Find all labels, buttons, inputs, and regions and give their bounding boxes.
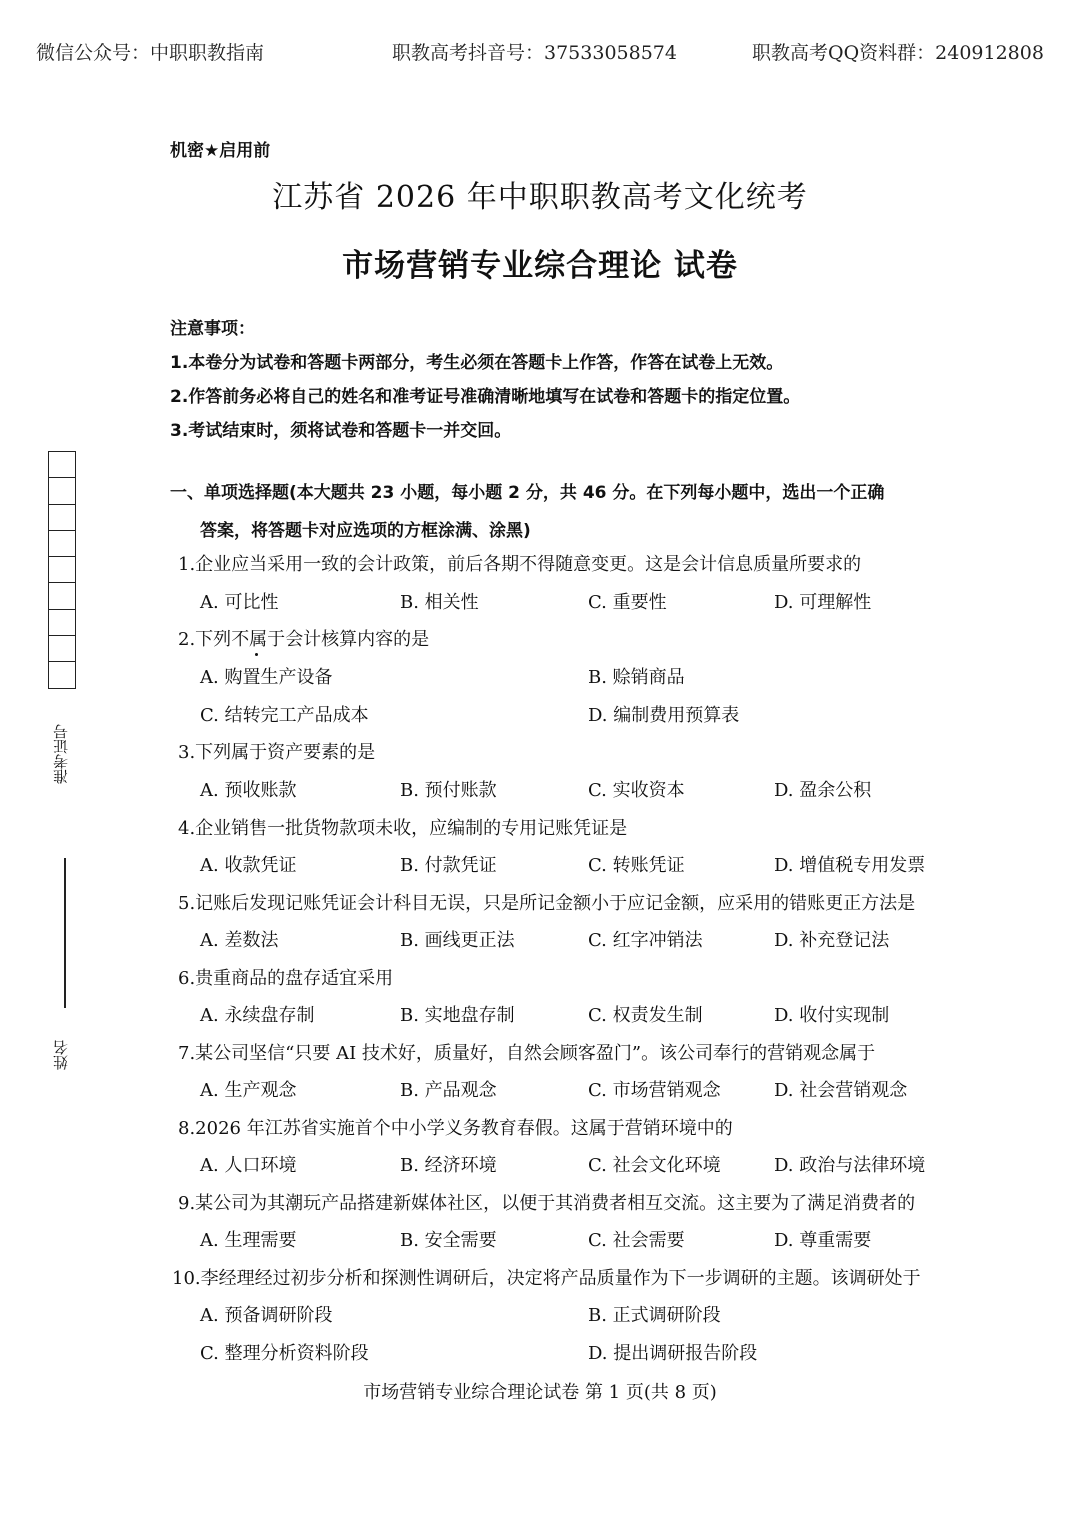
question-stem: 6.贵重商品的盘存适宜采用 bbox=[178, 968, 394, 989]
header-douyin: 职教高考抖音号：37533058574 bbox=[392, 42, 677, 64]
paper-title: 市场营销专业综合理论 试卷 bbox=[342, 248, 738, 284]
note-item: 2.作答前务必将自己的姓名和准考证号准确清晰地填写在试卷和答题卡的指定位置。 bbox=[170, 387, 801, 407]
option-a: A. 预收账款 bbox=[200, 780, 297, 801]
emphasis-dotted bbox=[231, 625, 285, 655]
name-label: 姓名 bbox=[52, 1040, 70, 1070]
option-a: A. 人口环境 bbox=[200, 1155, 297, 1176]
section-heading-line1: 一、单项选择题(本大题共 23 小题，每小题 2 分，共 46 分。在下列每小题中，选出一个正确 bbox=[170, 483, 885, 503]
exam-id-box bbox=[49, 452, 75, 478]
option-a: A. 购置生产设备 bbox=[200, 667, 333, 688]
option-d: D. 可理解性 bbox=[774, 592, 872, 613]
section-heading-line2: 答案，将答题卡对应选项的方框涂满、涂黑) bbox=[200, 521, 531, 541]
exam-title: 江苏省 2026 年中职职教高考文化统考 bbox=[272, 180, 808, 215]
exam-id-box bbox=[49, 610, 75, 636]
option-c: C. 重要性 bbox=[588, 592, 667, 613]
note-item: 3.考试结束时，须将试卷和答题卡一并交回。 bbox=[170, 421, 512, 441]
option-b: B. 相关性 bbox=[400, 592, 479, 613]
question-stem: 8.2026 年江苏省实施首个中小学义务教育春假。这属于营销环境中的 bbox=[178, 1118, 733, 1139]
option-d: D. 政治与法律环境 bbox=[774, 1155, 926, 1176]
option-a: A. 永续盘存制 bbox=[200, 1005, 315, 1026]
name-underline bbox=[64, 858, 66, 1008]
exam-id-box bbox=[49, 531, 75, 557]
exam-id-box bbox=[49, 557, 75, 583]
exam-id-box bbox=[49, 662, 75, 688]
option-c: C. 市场营销观念 bbox=[588, 1080, 721, 1101]
option-b: B. 付款凭证 bbox=[400, 855, 497, 876]
note-item: 1.本卷分为试卷和答题卡两部分，考生必须在答题卡上作答，作答在试卷上无效。 bbox=[170, 353, 784, 373]
option-d: D. 盈余公积 bbox=[774, 780, 872, 801]
exam-id-label: 准考证号 bbox=[52, 724, 70, 784]
question-stem: 5.记账后发现记账凭证会计科目无误，只是所记金额小于应记金额，应采用的错账更正方法是 bbox=[178, 893, 916, 914]
question-stem bbox=[178, 625, 429, 655]
option-b: B. 画线更正法 bbox=[400, 930, 515, 951]
stem-post: 会计核算内容的是 bbox=[285, 629, 430, 650]
option-b: B. 实地盘存制 bbox=[400, 1005, 515, 1026]
notes-heading: 注意事项： bbox=[170, 319, 255, 339]
option-c: C. 社会文化环境 bbox=[588, 1155, 721, 1176]
secret-label: 机密★启用前 bbox=[170, 141, 271, 161]
option-c: C. 转账凭证 bbox=[588, 855, 685, 876]
option-b: B. 经济环境 bbox=[400, 1155, 497, 1176]
option-c: C. 红字冲销法 bbox=[588, 930, 703, 951]
option-c: C. 结转完工产品成本 bbox=[200, 705, 369, 726]
option-c: C. 权责发生制 bbox=[588, 1005, 703, 1026]
option-b: B. 安全需要 bbox=[400, 1230, 497, 1251]
option-d: D. 编制费用预算表 bbox=[588, 705, 740, 726]
header-qq: 职教高考QQ资料群：240912808 bbox=[752, 42, 1044, 64]
exam-id-box bbox=[49, 505, 75, 531]
option-b: B. 预付账款 bbox=[400, 780, 497, 801]
option-d: D. 收付实现制 bbox=[774, 1005, 890, 1026]
option-d: D. 补充登记法 bbox=[774, 930, 890, 951]
section-heading bbox=[170, 474, 1020, 550]
option-b: B. 产品观念 bbox=[400, 1080, 497, 1101]
option-c: C. 整理分析资料阶段 bbox=[200, 1343, 369, 1364]
option-a: A. 预备调研阶段 bbox=[200, 1305, 333, 1326]
option-a: A. 可比性 bbox=[200, 592, 279, 613]
exam-id-boxes bbox=[48, 451, 76, 689]
stem-emphasis: 不属于 bbox=[231, 629, 286, 650]
option-d: D. 尊重需要 bbox=[774, 1230, 872, 1251]
exam-id-box bbox=[49, 636, 75, 662]
question-stem: 1.企业应当采用一致的会计政策，前后各期不得随意变更。这是会计信息质量所要求的 bbox=[178, 554, 862, 575]
question-stem: 10.李经理经过初步分析和探测性调研后，决定将产品质量作为下一步调研的主题。该调研处于 bbox=[172, 1268, 921, 1289]
notes-block bbox=[170, 312, 800, 448]
option-b: B. 赊销商品 bbox=[588, 667, 685, 688]
page-footer: 市场营销专业综合理论试卷 第 1 页(共 8 页) bbox=[363, 1382, 717, 1403]
option-d: D. 增值税专用发票 bbox=[774, 855, 926, 876]
exam-id-box bbox=[49, 478, 75, 504]
option-c: C. 社会需要 bbox=[588, 1230, 685, 1251]
question-stem: 4.企业销售一批货物款项未收，应编制的专用记账凭证是 bbox=[178, 818, 628, 839]
question-stem: 3.下列属于资产要素的是 bbox=[178, 742, 376, 763]
option-a: A. 生产观念 bbox=[200, 1080, 297, 1101]
stem-pre: 2.下列 bbox=[178, 629, 232, 650]
option-a: A. 生理需要 bbox=[200, 1230, 297, 1251]
header-wechat: 微信公众号：中职职教指南 bbox=[36, 42, 265, 64]
option-a: A. 差数法 bbox=[200, 930, 279, 951]
question-stem: 7.某公司坚信“只要 AI 技术好，质量好，自然会顾客盈门”。该公司奉行的营销观念属于 bbox=[178, 1043, 876, 1064]
option-c: C. 实收资本 bbox=[588, 780, 685, 801]
option-a: A. 收款凭证 bbox=[200, 855, 297, 876]
option-d: D. 社会营销观念 bbox=[774, 1080, 908, 1101]
option-b: B. 正式调研阶段 bbox=[588, 1305, 721, 1326]
option-d: D. 提出调研报告阶段 bbox=[588, 1343, 758, 1364]
exam-id-box bbox=[49, 583, 75, 609]
question-stem: 9.某公司为其潮玩产品搭建新媒体社区，以便于其消费者相互交流。这主要为了满足消费者的 bbox=[178, 1193, 916, 1214]
